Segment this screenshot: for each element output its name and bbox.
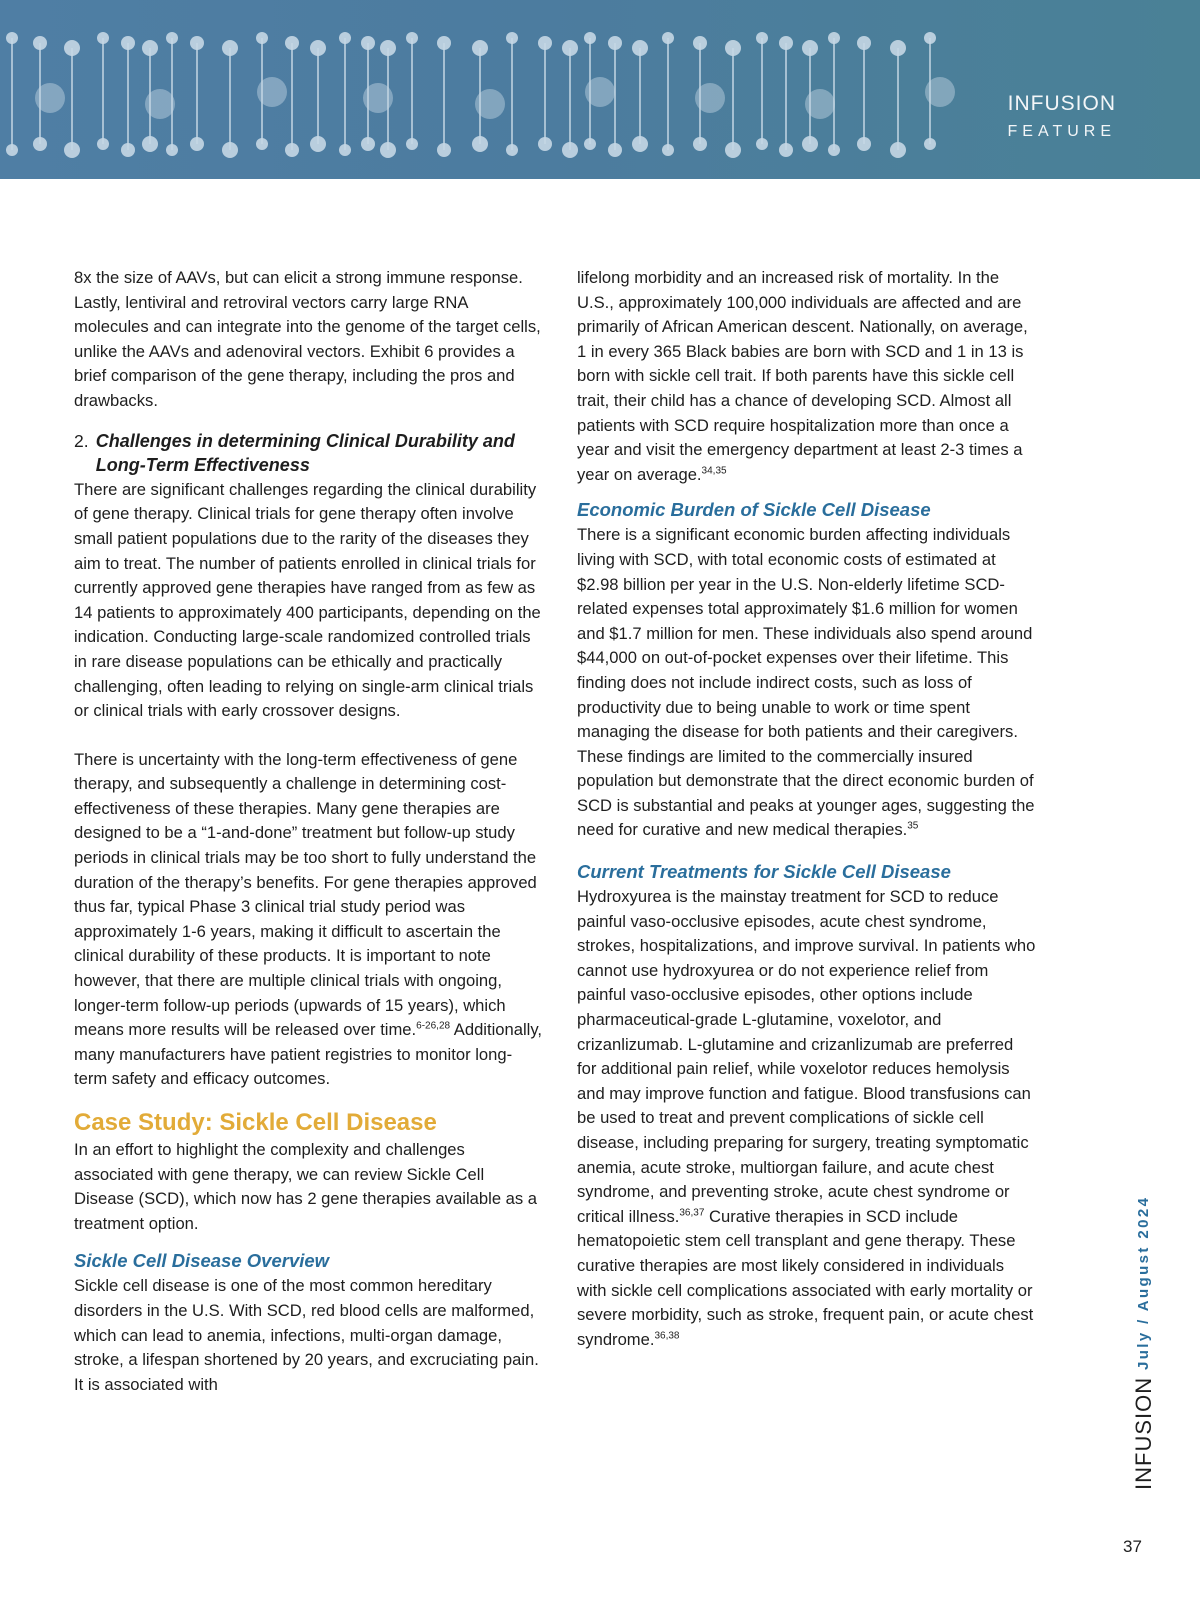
dna-node [339,144,351,156]
left-column [74,266,544,1397]
dna-node [361,36,375,50]
overview-paragraph: Sickle cell disease is one of the most common hereditary disorders in the U.S. With SCD, red blood cells are malformed, which can lead to anemia, infections, multi-organ damage, stroke, a lifespan shortened by 20 years, and excruciating pain. It is associated with [74,1276,539,1394]
brand-block [1008,92,1116,141]
dna-helix-icon [0,0,1200,179]
dna-node [538,36,552,50]
dna-bubble [805,89,835,119]
reference-superscript: 34,35 [701,465,727,477]
section-2-paragraph-2 [74,748,544,1092]
dna-node [285,36,299,50]
dna-node [64,40,80,56]
dna-bubble [925,77,955,107]
dna-node [756,138,768,150]
section-2-heading [74,429,544,478]
brand-name: INFUSION [1007,92,1116,115]
dna-node [584,32,596,44]
dna-node [121,36,135,50]
section-2-paragraph-1: There are significant challenges regarding the clinical durability of gene therapy. Clinical trials for gene therapy often involve small patient populations due to the rarity of the diseases they aim to treat. The number of patients enrolled in clinical trials for currently approved gene therapies have ranged from as few as 14 patients to approximately 400 participants, depending on the indication. Conducting large-scale randomized controlled trials in rare disease populations can be ethically and practically challenging, often leading to relying on single-arm clinical trials or clinical trials with early crossover designs. [74,479,541,721]
dna-node [310,136,326,152]
current-treatments-text: Hydroxyurea is the mainstay treatment for SCD to reduce painful vaso-occlusive episodes, acute chest syndrome, strokes, hospitalizations, and improve survival. In patients who cannot use hydroxyurea or do not experience relief from painful vaso-occlusive episodes, other options include pharmaceutical-grade L-glutamine, voxelotor, and crizanlizumab. L-glutamine and crizanlizumab are preferred for additional pain relief, while voxelotor reduces hemolysis and may improve function and fatigue. Blood transfusions can be used to treat and prevent complications of sickle cell disease, including preparing for surgery, treating symptomatic anemia, acute stroke, multiorgan failure, and acute chest syndrome, and preventing stroke, acute chest syndrome or critical illness. [577,887,1036,1226]
dna-node [222,142,238,158]
dna-node [828,144,840,156]
dna-node [779,36,793,50]
dna-node [256,138,268,150]
dna-node [693,36,707,50]
dna-node [361,137,375,151]
dna-node [779,143,793,157]
dna-node [584,138,596,150]
section-2-paragraph-2-text: There is uncertainty with the long-term effectiveness of gene therapy, and subsequently a challenge in determining cost-effectiveness of these therapies. Many gene therapies are designed to be a “1-and-done” treatment but follow-up study periods in clinical trials may be too short to fully understand the duration of the therapy’s benefits. For gene therapies approved thus far, typical Phase 3 clinical trial study period was approximately 1-6 years, making it difficult to ascertain the clinical durability of these products. It is important to note however, that there are multiple clinical trials with ongoing, longer-term follow-up periods (upwards of 15 years), which means more results will be released over time. [74,749,537,1040]
dna-node [857,36,871,50]
dna-bubble [695,83,725,113]
dna-node [166,32,178,44]
dna-node [33,137,47,151]
dna-node [924,32,936,44]
dna-node [802,40,818,56]
dna-bubble [35,83,65,113]
dna-node [662,32,674,44]
issue-date: July / August 2024 [1135,1195,1152,1370]
right-column [577,266,1037,1352]
dna-node [64,142,80,158]
sidebar-brand: INFUSION [1131,1376,1156,1490]
dna-node [632,40,648,56]
section-2-number: 2. [74,430,89,451]
header-banner [0,0,1200,179]
dna-node [437,143,451,157]
dna-node [97,32,109,44]
dna-node [890,142,906,158]
dna-node [339,32,351,44]
dna-node [6,32,18,44]
dna-node [608,36,622,50]
dna-node [190,36,204,50]
dna-node [828,32,840,44]
reference-superscript: 35 [907,820,919,832]
dna-node [6,144,18,156]
section-2-title: Challenges in determining Clinical Durability and Long-Term Effectiveness [95,430,515,476]
continued-paragraph [577,266,1037,487]
dna-node [97,138,109,150]
dna-node [380,142,396,158]
brand-subtitle: FEATURE [1007,123,1116,140]
current-treatments-paragraph [577,885,1037,1352]
economic-burden-heading: Economic Burden of Sickle Cell Disease [577,499,931,521]
dna-node [506,32,518,44]
case-study-intro: In an effort to highlight the complexity and challenges associated with gene therapy, we can review Sickle Cell Disease (SCD), which now has 2 gene therapies available as a treatment option. [74,1140,538,1233]
economic-burden-text: There is a significant economic burden affecting individuals living with SCD, with total economic costs of estimated at $2.98 billion per year in the U.S. Non-elderly lifetime SCD-related expenses total approximately $1.6 million for women and $1.7 million for men. These individuals also spend around $44,000 on out-of-pocket expenses over their lifetime. This finding does not include indirect costs, such as loss of productivity due to being unable to work or time spent managing the disease for both patients and their caregivers. These findings are limited to the commercially insured population but demonstrate that the direct economic burden of SCD is substantial and peaks at younger ages, suggesting the need for curative and new medical therapies. [577,525,1035,840]
dna-bubble [257,77,287,107]
reference-superscript: 36,38 [654,1330,680,1342]
dna-node [142,40,158,56]
continued-paragraph-text: lifelong morbidity and an increased risk of mortality. In the U.S., approximately 100,000 individuals are affected and are primarily of African American descent. Nationally, on average, 1 in every 365 Black babies are born with SCD and 1 in 13 is born with sickle cell trait. If both parents have this sickle cell trait, their child has a chance of developing SCD. Almost all patients with SCD require hospitalization more than once a year and visit the emergency department at least 2-3 times a year on average. [577,268,1028,484]
vertical-sidebar [1125,1190,1165,1490]
dna-node [538,137,552,151]
dna-node [472,136,488,152]
dna-node [632,136,648,152]
dna-node [562,40,578,56]
dna-node [662,144,674,156]
dna-bubble [585,77,615,107]
case-study-heading: Case Study: Sickle Cell Disease [74,1109,437,1136]
dna-node [725,40,741,56]
dna-node [890,40,906,56]
dna-node [725,142,741,158]
overview-heading: Sickle Cell Disease Overview [74,1250,330,1272]
dna-node [166,144,178,156]
dna-node [222,40,238,56]
dna-bubble [145,89,175,119]
dna-node [380,40,396,56]
dna-node [802,136,818,152]
current-treatments-tail: Curative therapies in SCD include hematopoietic stem cell transplant and gene therapy. These curative therapies are most likely considered in individuals with sickle cell complications associated with early mortality or severe morbidity, such as stroke, frequent pain, or acute chest syndrome. [577,1206,1034,1349]
reference-superscript: 6-26,28 [416,1020,451,1032]
dna-node [693,137,707,151]
dna-node [121,143,135,157]
current-treatments-heading: Current Treatments for Sickle Cell Disease [577,861,951,883]
dna-node [33,36,47,50]
dna-node [857,137,871,151]
dna-node [562,142,578,158]
reference-superscript: 36,37 [679,1207,705,1219]
section-2-paragraph-2-tail: Additionally, many manufacturers have patient registries to monitor long-term safety and efficacy outcomes. [74,1020,543,1089]
dna-node [924,138,936,150]
dna-node [256,32,268,44]
dna-bubble [475,89,505,119]
dna-node [506,144,518,156]
dna-node [756,32,768,44]
dna-node [437,36,451,50]
dna-node [310,40,326,56]
dna-node [142,136,158,152]
dna-node [608,143,622,157]
intro-paragraph: 8x the size of AAVs, but can elicit a strong immune response. Lastly, lentiviral and retroviral vectors carry large RNA molecules and can integrate into the genome of the target cells, unlike the AAVs and adenoviral vectors. Exhibit 6 provides a brief comparison of the gene therapy, including the pros and drawbacks. [74,268,541,410]
page-number: 37 [1123,1537,1142,1556]
dna-node [285,143,299,157]
dna-node [406,32,418,44]
dna-node [190,137,204,151]
dna-node [406,138,418,150]
dna-node [472,40,488,56]
economic-burden-paragraph [577,523,1037,843]
